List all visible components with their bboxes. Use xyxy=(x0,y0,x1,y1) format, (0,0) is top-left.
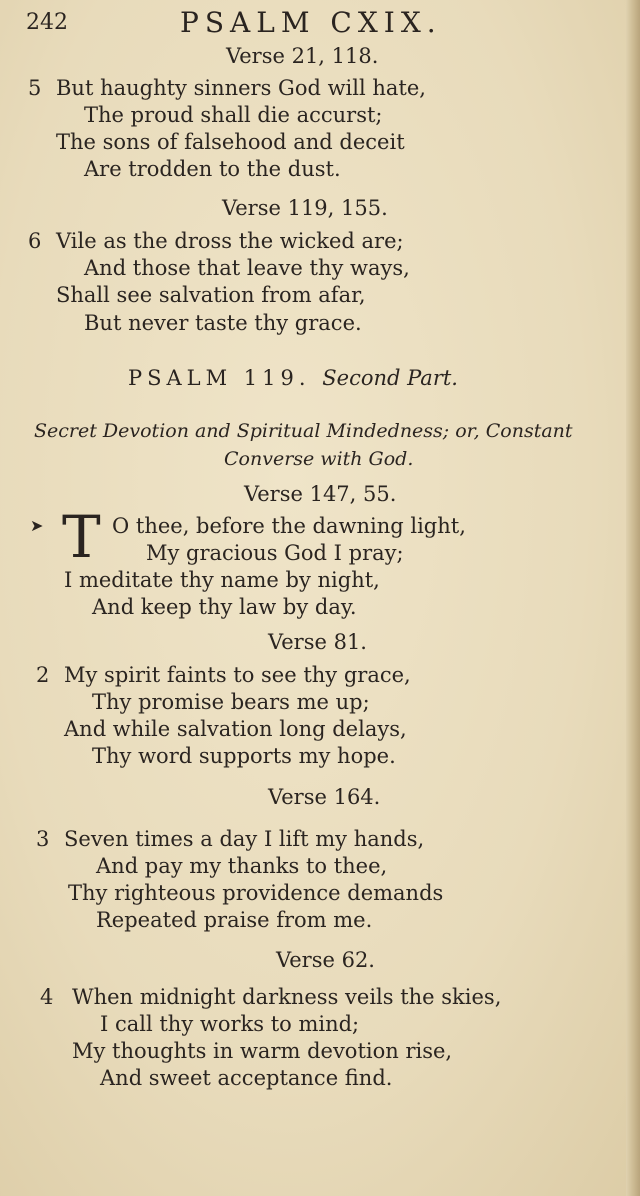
verse-line: And pay my thanks to thee, xyxy=(96,854,388,878)
stanza-number: 4 xyxy=(40,985,54,1009)
verse-reference: Verse 164. xyxy=(268,785,381,809)
verse-line: Are trodden to the dust. xyxy=(84,157,341,181)
verse-line: Thy word supports my hope. xyxy=(92,744,396,768)
verse-line: The sons of falsehood and deceit xyxy=(56,130,405,154)
stanza-number: 5 xyxy=(28,76,42,100)
verse-line: And while salvation long delays, xyxy=(64,717,407,741)
verse-line: And keep thy law by day. xyxy=(92,595,357,619)
part-label: Second Part. xyxy=(322,366,458,390)
page-number: 242 xyxy=(26,10,68,35)
verse-line: Vile as the dross the wicked are; xyxy=(56,229,404,253)
section-subtitle: Converse with God. xyxy=(224,448,414,470)
verse-reference: Verse 81. xyxy=(268,630,367,654)
verse-line: When midnight darkness veils the skies, xyxy=(72,985,502,1009)
verse-line: O thee, before the dawning light, xyxy=(112,514,466,538)
verse-line: But never taste thy grace. xyxy=(84,311,362,335)
verse-line: I call thy works to mind; xyxy=(100,1012,360,1036)
psalm-title: PSALM 119. xyxy=(128,366,311,390)
verse-line: Shall see salvation from afar, xyxy=(56,283,366,307)
stanza-number: 2 xyxy=(36,663,50,687)
verse-line: Seven times a day I lift my hands, xyxy=(64,827,425,851)
verse-line: Thy righteous providence demands xyxy=(68,881,444,905)
page-edge xyxy=(626,0,640,1196)
stanza-number: 3 xyxy=(36,827,50,851)
verse-reference: Verse 62. xyxy=(276,948,375,972)
verse-line: And those that leave thy ways, xyxy=(84,256,410,280)
stanza-number: 6 xyxy=(28,229,42,253)
verse-line: Repeated praise from me. xyxy=(96,908,373,932)
verse-line: Thy promise bears me up; xyxy=(92,690,370,714)
verse-reference: Verse 147, 55. xyxy=(244,482,397,506)
running-title: PSALM CXIX. xyxy=(180,6,442,39)
verse-line: But haughty sinners God will hate, xyxy=(56,76,426,100)
section-title xyxy=(128,366,458,390)
pointing-hand-icon: ➤ xyxy=(30,516,44,535)
drop-cap: T xyxy=(62,503,101,571)
verse-line: My spirit faints to see thy grace, xyxy=(64,663,411,687)
verse-reference: Verse 119, 155. xyxy=(222,196,388,220)
verse-line: My thoughts in warm devotion rise, xyxy=(72,1039,453,1063)
verse-line: I meditate thy name by night, xyxy=(64,568,380,592)
verse-line: And sweet acceptance find. xyxy=(100,1066,393,1090)
verse-line: The proud shall die accurst; xyxy=(84,103,383,127)
section-subtitle: Secret Devotion and Spiritual Mindedness; or, Constant xyxy=(34,420,573,442)
verse-reference: Verse 21, 118. xyxy=(226,44,379,68)
verse-line: My gracious God I pray; xyxy=(146,541,404,565)
